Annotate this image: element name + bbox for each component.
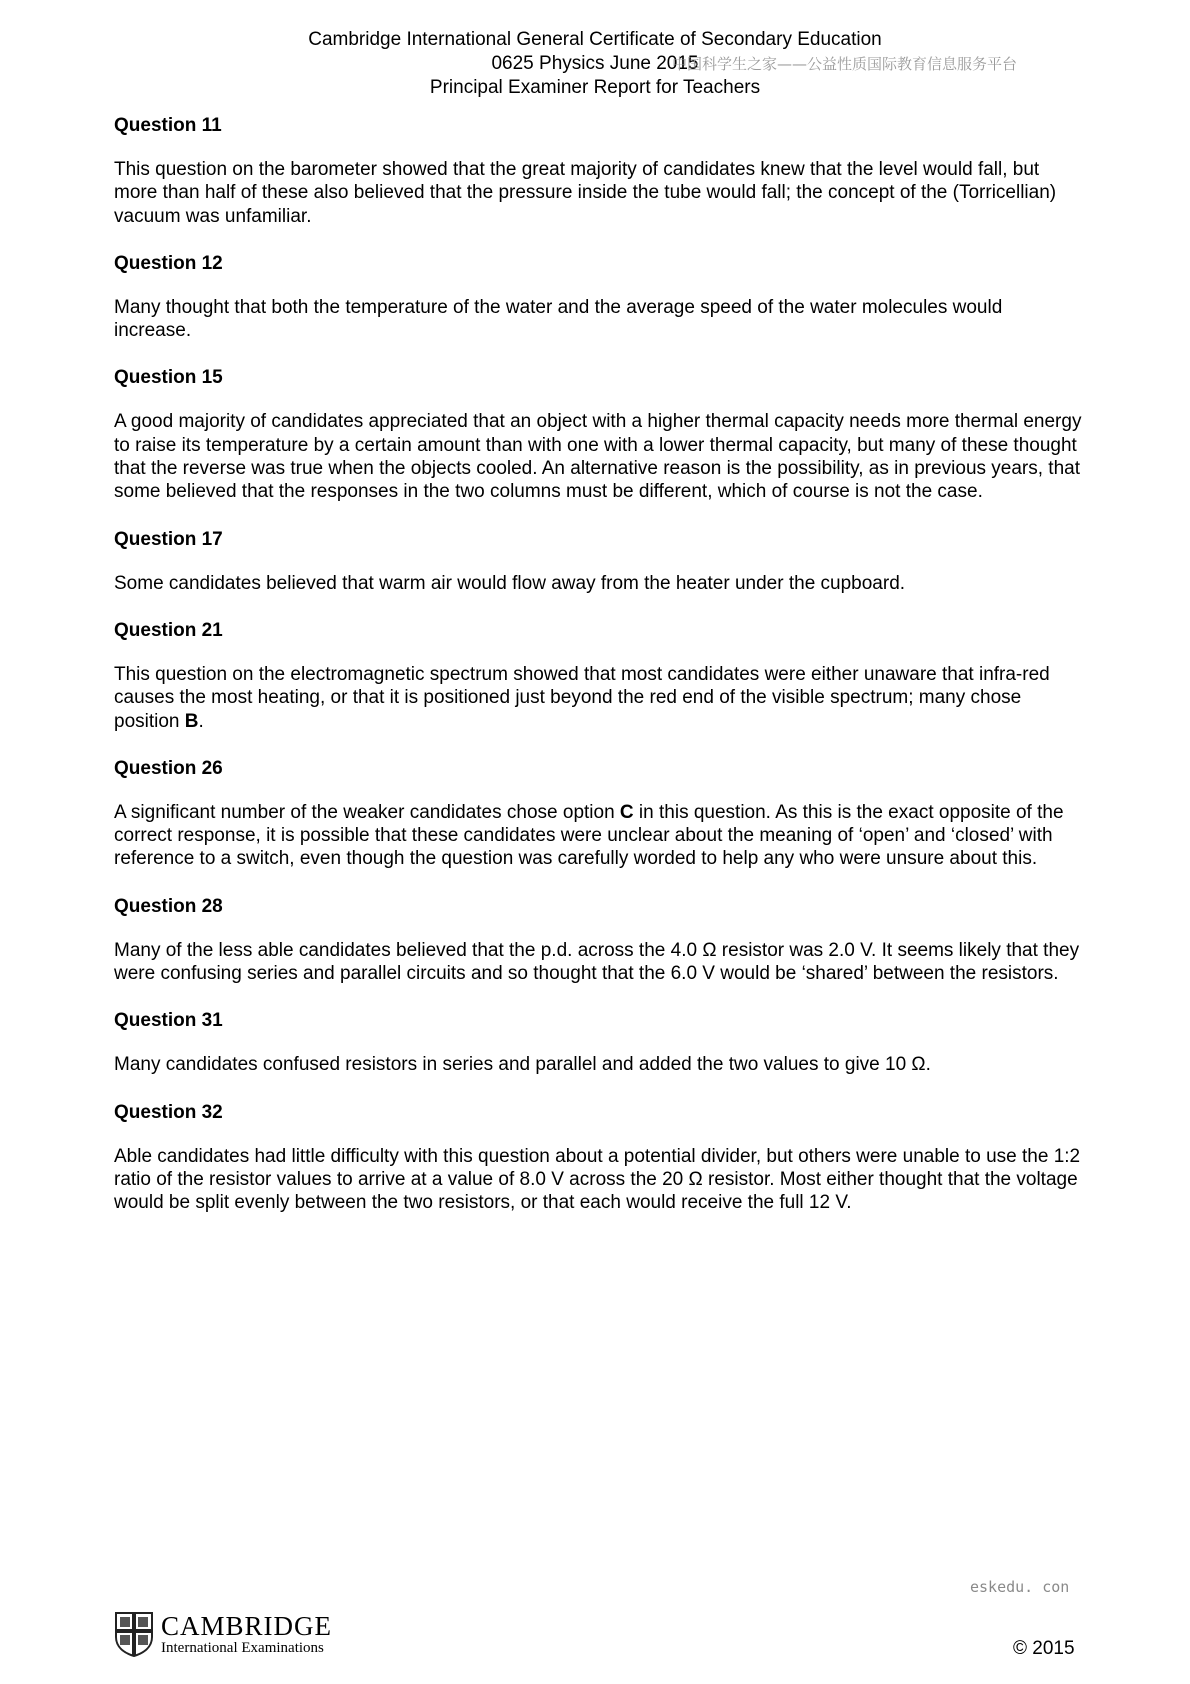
question-text: Many candidates confused resistors in series and parallel and added the two values to give 10 Ω. bbox=[114, 1054, 931, 1076]
question-block bbox=[114, 1009, 1084, 1076]
footer-site-text: eskedu. con bbox=[970, 1578, 1070, 1596]
question-title: Question 21 bbox=[114, 619, 223, 641]
answer-option: B bbox=[184, 710, 199, 732]
question-text: Many thought that both the temperature of the water and the average speed of the water molecules would increase. bbox=[114, 296, 1003, 342]
watermark-text: 中国科学生之家——公益性质国际教育信息服务平台 bbox=[672, 55, 1018, 73]
logo-text bbox=[161, 1612, 332, 1656]
cambridge-shield-icon bbox=[114, 1611, 154, 1657]
header-line-3: Principal Examiner Report for Teachers bbox=[429, 77, 761, 98]
question-text: Many of the less able candidates believed that the p.d. across the 4.0 Ω resistor was 2.0 V. It seems likely that they were confusing series and parallel circuits and so thought that the 6.0 V would be ‘shared’ between the resistors. bbox=[114, 939, 1080, 985]
question-text bbox=[114, 801, 1084, 871]
question-block bbox=[114, 366, 1084, 503]
header-line-1: Cambridge International General Certificate of Secondary Education bbox=[308, 29, 882, 50]
question-block bbox=[114, 757, 1084, 871]
cambridge-logo bbox=[114, 1611, 332, 1657]
question-block bbox=[114, 1101, 1084, 1215]
question-title: Question 28 bbox=[114, 895, 223, 917]
logo-subtitle: International Examinations bbox=[161, 1640, 324, 1656]
question-block bbox=[114, 528, 1084, 595]
answer-option: C bbox=[619, 801, 634, 823]
question-title: Question 11 bbox=[114, 115, 222, 136]
question-title: Question 15 bbox=[114, 367, 223, 389]
question-text-part: in this question. As this is the exact opposite of the correct response, it is possible that these candidates were unclear about the meaning of ‘open’ and ‘closed’ with reference to a switch, even though the question was carefully worded to help any who were unsure about this. bbox=[114, 801, 1064, 870]
question-text: A good majority of candidates appreciated that an object with a higher thermal capacity needs more thermal energy to raise its temperature by a certain amount than with one with a lower thermal capacity, but many of these thought that the reverse was true when the objects cooled. An alternative reason is the possibility, as in previous years, that some believed that the responses in the two columns must be different, which of course is not the case. bbox=[114, 411, 1082, 503]
question-title: Question 17 bbox=[114, 528, 223, 550]
copyright: © 2015 bbox=[1013, 1638, 1075, 1659]
question-title: Question 12 bbox=[114, 252, 223, 274]
question-title: Question 26 bbox=[114, 757, 223, 779]
question-text-part: . bbox=[198, 710, 204, 732]
logo-name: CAMBRIDGE bbox=[161, 1611, 333, 1641]
question-title: Question 32 bbox=[114, 1101, 223, 1123]
question-text: Able candidates had little difficulty with this question about a potential divider, but others were unable to use the 1:2 ratio of the resistor values to arrive at a value of 8.0 V across the 20 Ω resistor. Most either thought that the voltage would be split evenly between the two resistors, or that each would receive the full 12 V. bbox=[114, 1145, 1081, 1214]
question-block bbox=[114, 619, 1084, 733]
question-block bbox=[114, 252, 1084, 343]
question-title: Question 31 bbox=[114, 1010, 223, 1032]
question-text bbox=[114, 663, 1084, 733]
question-text-part: This question on the electromagnetic spectrum showed that most candidates were either unaware that infra-red causes the most heating, or that it is positioned just beyond the red end of the visible spectrum; many chose position bbox=[114, 663, 1050, 732]
question-block bbox=[114, 895, 1084, 986]
question-text: Some candidates believed that warm air would flow away from the heater under the cupboard. bbox=[114, 572, 906, 594]
header-line-2: 0625 Physics June 2015 bbox=[491, 53, 699, 74]
question-text: This question on the barometer showed that the great majority of candidates knew that the level would fall, but more than half of these also believed that the pressure inside the tube would fall; the concept of the (Torricellian) vacuum was unfamiliar. bbox=[114, 159, 1057, 227]
question-block bbox=[114, 114, 1084, 228]
question-text-part: A significant number of the weaker candidates chose option bbox=[114, 801, 620, 823]
report-content bbox=[114, 114, 1084, 1239]
